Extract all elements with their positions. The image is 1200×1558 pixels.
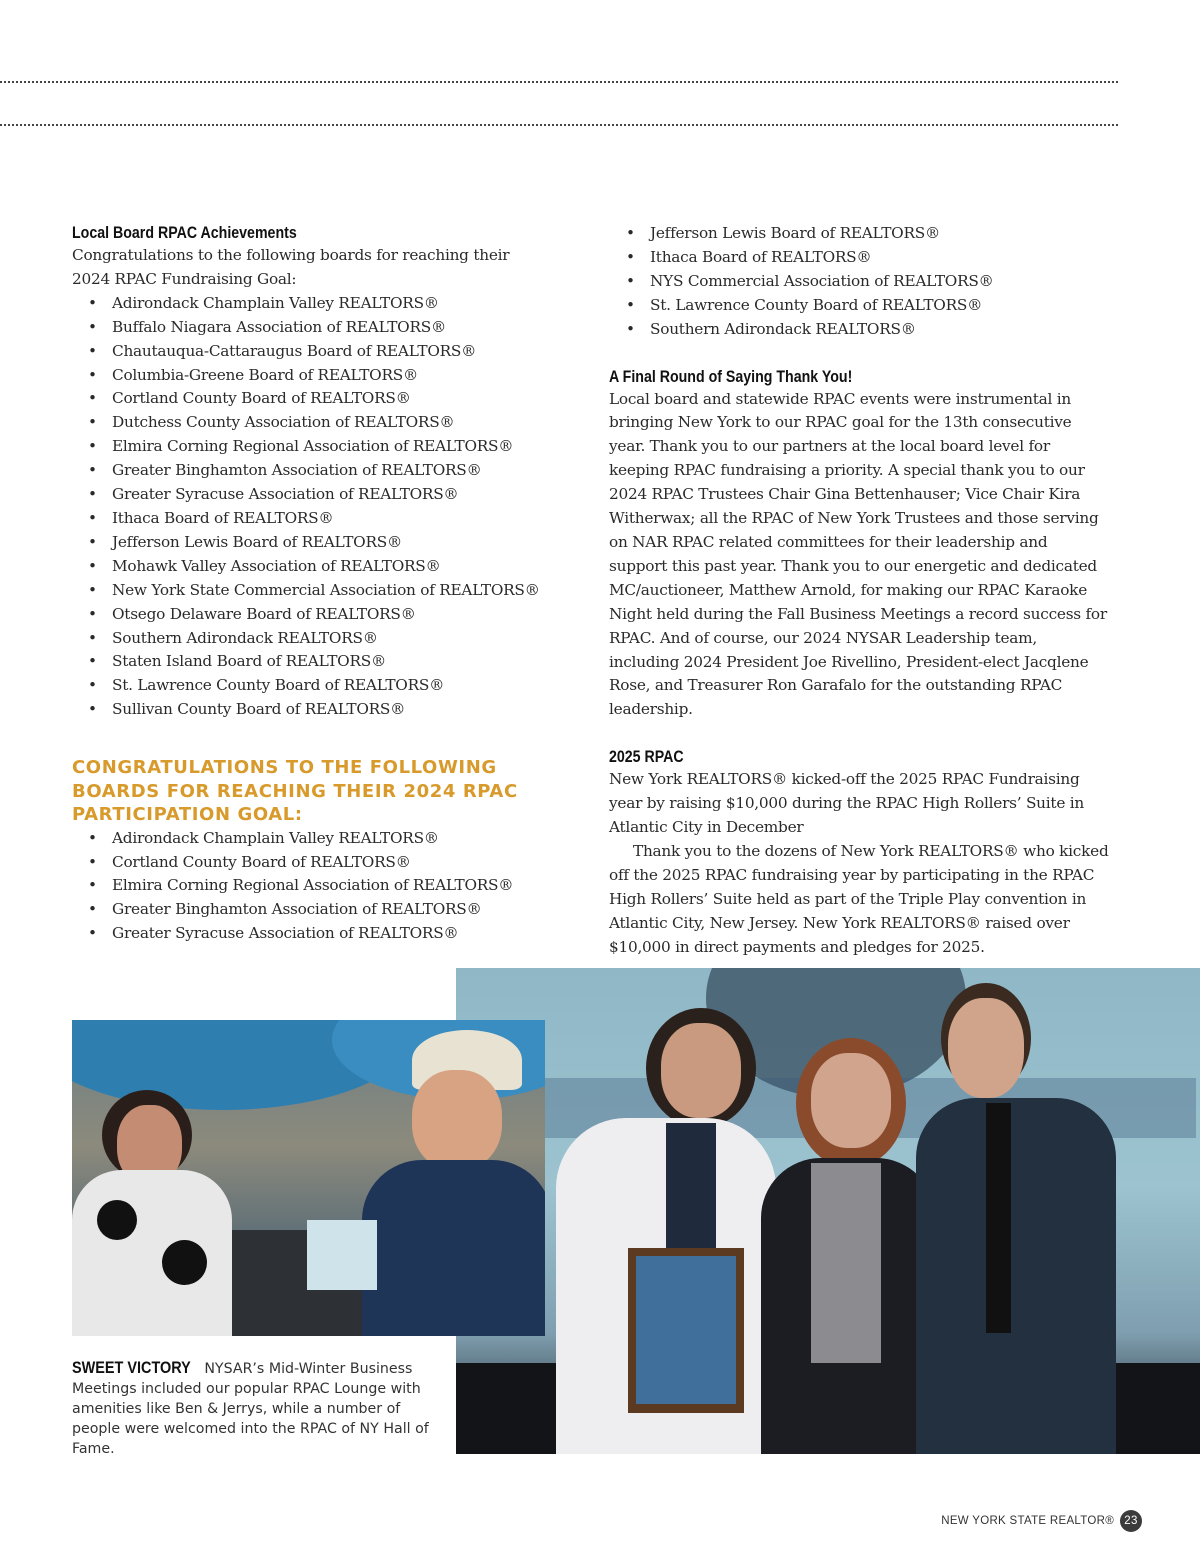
bullet-icon: • [88,293,97,312]
bullet-icon: • [626,224,635,242]
board-list-item [72,698,592,722]
award-presentation-photo [456,968,1200,1454]
bullet-icon: • [626,247,635,266]
bullet-icon: • [88,461,97,480]
board-list-item [72,827,592,851]
publication-name: NEW YORK STATE REALTOR® [941,1515,1114,1527]
board-name: Southern Adirondack REALTORS® [650,319,916,338]
bullet-icon: • [88,485,97,504]
page-footer [941,1508,1142,1534]
board-name: St. Lawrence County Board of REALTORS® [650,295,983,314]
bullet-icon: • [88,389,97,408]
second-dotted-rule [0,124,1118,126]
board-name: Cortland County Board of REALTORS® [112,389,411,408]
board-list-item [609,294,1129,318]
board-name: Adirondack Champlain Valley REALTORS® [112,828,439,847]
board-list-item [72,316,592,340]
bullet-icon: • [88,413,97,432]
bullet-icon: • [626,271,635,290]
board-list-item [72,898,592,922]
board-list-item [72,340,592,364]
board-list-item [72,874,592,898]
bullet-icon: • [88,628,97,647]
board-list-item [609,246,1129,270]
rpac-2025-paragraph-2: Thank you to the dozens of New York REALTORS® who kicked off the 2025 RPAC fundraising year by participating in the RPAC High Rollers’ Suite held as part of the Triple Play convention in Atlantic City, New Jersey. New York REALTORS® raised over $10,000 in direct payments and pledges for 2025. [609,841,1109,956]
bullet-icon: • [88,652,97,671]
board-list-item [72,483,592,507]
bullet-icon: • [88,676,97,695]
top-dotted-rule [0,81,1118,83]
bullet-icon: • [88,700,97,719]
board-list-item [72,292,592,316]
board-list-item [72,579,592,603]
board-list-item [72,603,592,627]
board-name: Buffalo Niagara Association of REALTORS® [112,317,447,336]
board-list-item [72,674,592,698]
fundraising-goal-list [72,292,592,722]
board-list-item [72,507,592,531]
board-name: Sullivan County Board of REALTORS® [112,700,406,719]
bullet-icon: • [88,341,97,360]
bullet-icon: • [88,876,97,895]
caption-lead: SWEET VICTORY [72,1358,191,1377]
board-list-item [72,650,592,674]
board-name: Greater Syracuse Association of REALTORS® [112,485,459,504]
board-name: Dutchess County Association of REALTORS® [112,413,455,432]
bullet-icon: • [626,295,635,314]
bullet-icon: • [88,508,97,527]
rpac-2025-paragraph-1: New York REALTORS® kicked-off the 2025 RPAC Fundraising year by raising $10,000 during the RPAC High Rollers’ Suite in Atlantic City in December [609,770,1084,837]
board-list-item [72,364,592,388]
bullet-icon: • [88,924,97,943]
bullet-icon: • [88,365,97,384]
board-name: Mohawk Valley Association of REALTORS® [112,556,441,575]
board-name: NYS Commercial Association of REALTORS® [650,271,994,290]
board-list-item [72,387,592,411]
board-name: Southern Adirondack REALTORS® [112,628,378,647]
bullet-icon: • [88,580,97,599]
board-list-item [609,270,1129,294]
thank-you-heading: A Final Round of Saying Thank You! [609,367,853,386]
board-name: Greater Binghamton Association of REALTORS® [112,461,482,480]
bullet-icon: • [88,317,97,336]
bullet-icon: • [88,828,97,847]
board-name: Staten Island Board of REALTORS® [112,652,387,671]
board-name: Greater Binghamton Association of REALTORS® [112,900,482,919]
bullet-icon: • [88,556,97,575]
thank-you-body: Local board and statewide RPAC events were instrumental in bringing New York to our RPAC goal for the 13th consecutive year. Thank you to our partners at the local board level for keeping RPAC fundraising a priority. A special thank you to our 2024 RPAC Trustees Chair Gina Bettenhauser; Vice Chair Kira Witherwax; all the RPAC of New York Trustees and those serving on NAR RPAC related committees for their leadership and support this past year. Thank you to our energetic and dedicated MC/auctioneer, Matthew Arnold, for making our RPAC Karaoke Night held during the Fall Business Meetings a record success for RPAC. And of course, our 2024 NYSAR Leadership team, including 2024 President Joe Rivellino, President-elect Jacqlene Rose, and Treasurer Ron Garafalo for the outstanding RPAC leadership. [609,389,1107,719]
board-name: Elmira Corning Regional Association of REALTORS® [112,876,514,895]
board-name: Jefferson Lewis Board of REALTORS® [112,532,403,551]
achievements-heading: Local Board RPAC Achievements [72,224,297,242]
board-name: Chautauqua-Cattaraugus Board of REALTORS® [112,341,477,360]
rpac-lounge-photo [72,1020,545,1336]
board-list-item [609,318,1129,342]
bullet-icon: • [88,437,97,456]
caption-text: NYSAR’s Mid-Winter Business Meetings included our popular RPAC Lounge with amenities like Ben & Jerrys, while a number of people were welcomed into the RPAC of NY Hall of Fame. [72,1361,429,1457]
left-column [72,222,592,946]
participation-goal-list [72,827,592,947]
right-column [609,222,1129,959]
board-name: Elmira Corning Regional Association of REALTORS® [112,437,514,456]
board-list-item [72,555,592,579]
participation-goal-list-continued [609,222,1129,342]
board-list-item [72,627,592,651]
bullet-icon: • [626,319,635,338]
bullet-icon: • [88,852,97,871]
board-list-item [609,222,1129,246]
board-name: Cortland County Board of REALTORS® [112,852,411,871]
board-list-item [72,922,592,946]
achievements-intro: Congratulations to the following boards for reaching their 2024 RPAC Fundraising Goal: [72,246,510,288]
board-name: New York State Commercial Association of REALTORS® [112,580,540,599]
board-list-item [72,531,592,555]
board-name: Ithaca Board of REALTORS® [650,247,872,266]
page-number: 23 [1120,1510,1142,1532]
board-name: Adirondack Champlain Valley REALTORS® [112,293,439,312]
participation-goal-heading: CONGRATULATIONS TO THE FOLLOWING BOARDS FOR REACHING THEIR 2024 RPAC PARTICIPATION GOAL: [72,757,518,826]
bullet-icon: • [88,532,97,551]
board-list-item [72,459,592,483]
board-name: St. Lawrence County Board of REALTORS® [112,676,445,695]
bullet-icon: • [88,604,97,623]
board-name: Greater Syracuse Association of REALTORS® [112,924,459,943]
board-name: Ithaca Board of REALTORS® [112,508,334,527]
board-list-item [72,851,592,875]
bullet-icon: • [88,900,97,919]
board-list-item [72,435,592,459]
board-name: Columbia-Greene Board of REALTORS® [112,365,418,384]
board-name: Jefferson Lewis Board of REALTORS® [650,224,941,242]
rpac-2025-heading: 2025 RPAC [609,748,684,767]
board-list-item [72,411,592,435]
photo-caption [72,1358,442,1459]
board-name: Otsego Delaware Board of REALTORS® [112,604,416,623]
